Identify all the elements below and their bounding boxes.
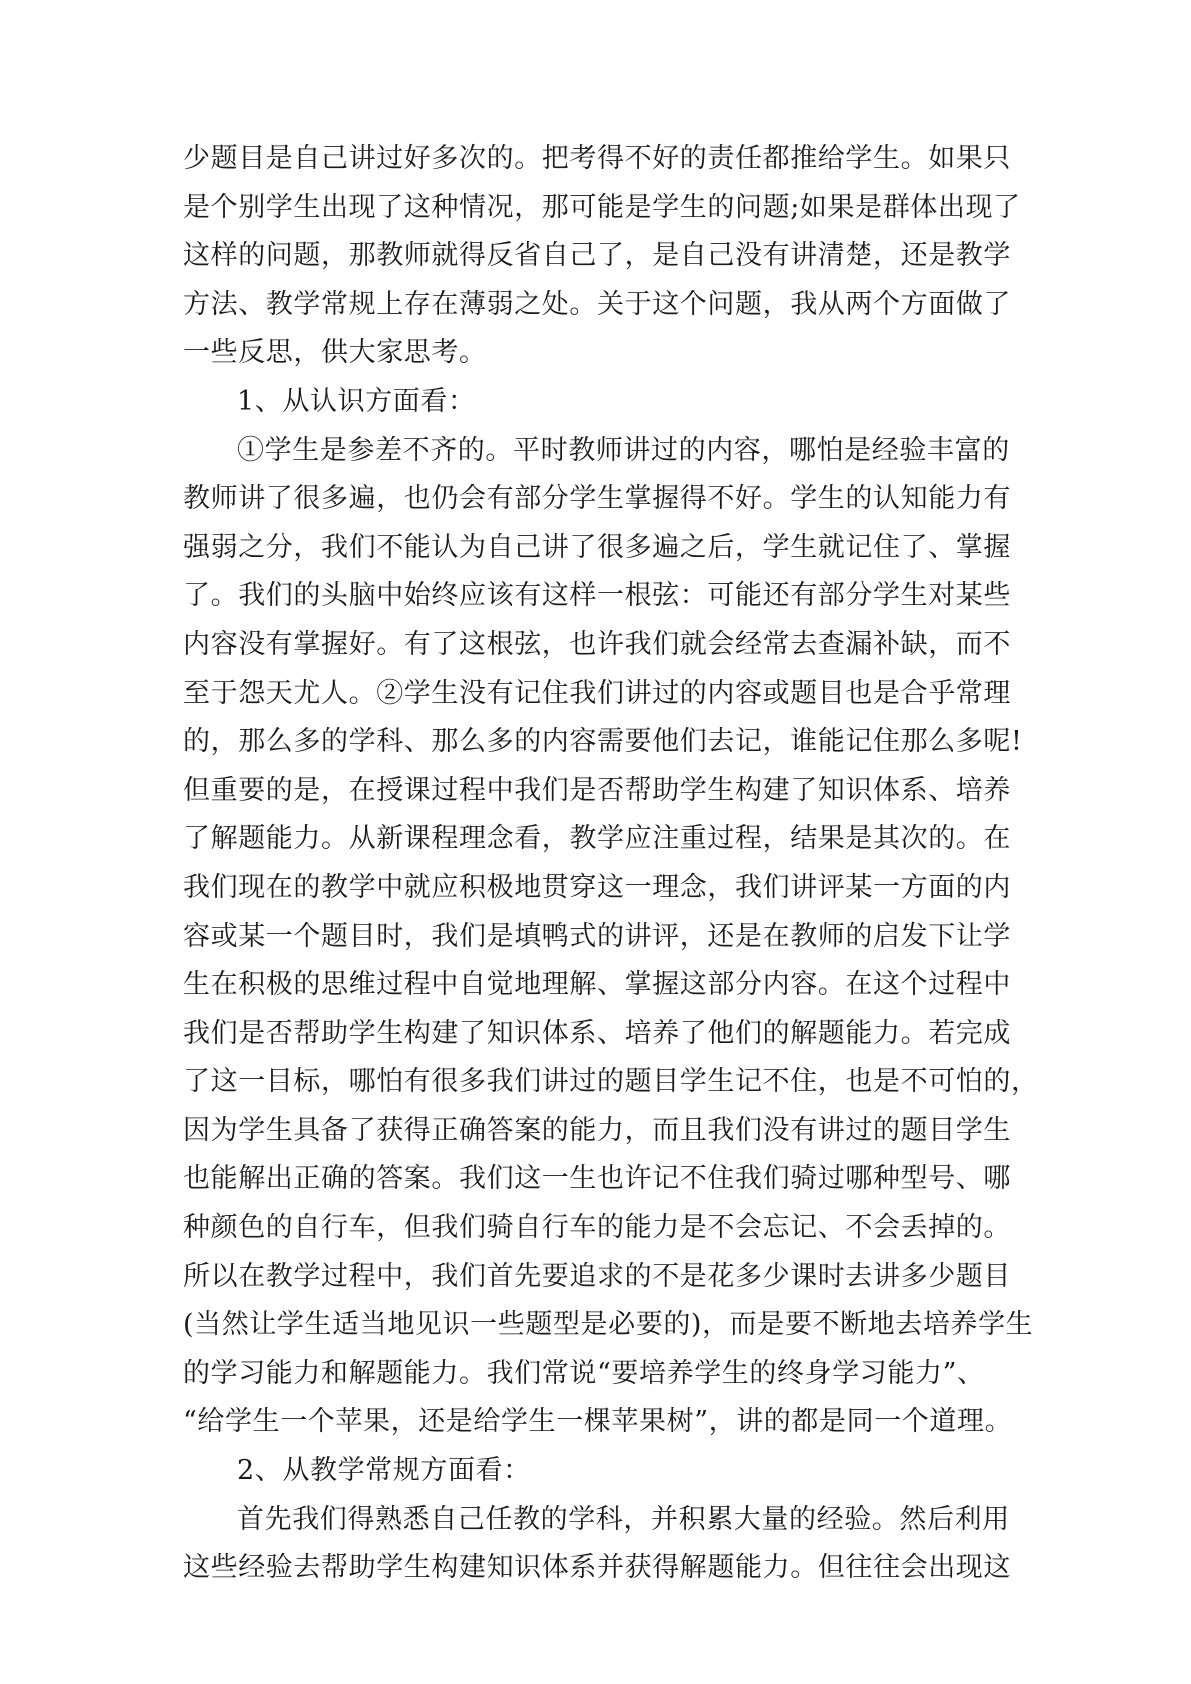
text-line: 的学习能力和解题能力。我们常说“要培养学生的终身学习能力”、 <box>183 1357 985 1389</box>
text-line: 教师讲了很多遍，也仍会有部分学生掌握得不好。学生的认知能力有 <box>183 483 1011 515</box>
text-line: 了这一目标，哪怕有很多我们讲过的题目学生记不住，也是不可怕的， <box>183 1066 1039 1098</box>
text-line: 至于怨天尤人。②学生没有记住我们讲过的内容或题目也是合乎常理 <box>183 677 1011 709</box>
text-line: 这样的问题，那教师就得反省自己了，是自己没有讲清楚，还是教学 <box>183 240 1011 272</box>
text-line: 但重要的是，在授课过程中我们是否帮助学生构建了知识体系、培养 <box>183 774 1011 806</box>
text-line: 少题目是自己讲过好多次的。把考得不好的责任都推给学生。如果只 <box>183 143 1011 174</box>
text-line: (当然让学生适当地见识一些题型是必要的)，而是要不断地去培养学生 <box>183 1309 1034 1341</box>
text-line: 方法、教学常规上存在薄弱之处。关于这个问题，我从两个方面做了 <box>183 288 1011 320</box>
text-line: 所以在教学过程中，我们首先要追求的不是花多少课时去讲多少题目 <box>183 1260 1011 1292</box>
text-line: 容或某一个题目时，我们是填鸭式的讲评，还是在教师的启发下让学 <box>183 920 1011 952</box>
text-line: 强弱之分，我们不能认为自己讲了很多遍之后，学生就记住了、掌握 <box>183 531 1011 563</box>
text-line: 生在积极的思维过程中自觉地理解、掌握这部分内容。在这个过程中 <box>183 969 1011 1001</box>
text-line: 我们是否帮助学生构建了知识体系、培养了他们的解题能力。若完成 <box>183 1017 1011 1049</box>
text-line: 这些经验去帮助学生构建知识体系并获得解题能力。但往往会出现这 <box>183 1552 1011 1584</box>
text-line: 了解题能力。从新课程理念看，教学应注重过程，结果是其次的。在 <box>183 823 1011 855</box>
text-line: 了。我们的头脑中始终应该有这样一根弦：可能还有部分学生对某些 <box>183 580 1011 612</box>
body-text <box>183 135 1039 1593</box>
text-line: 一些反思，供大家思考。 <box>183 337 487 369</box>
text-line: “给学生一个苹果，还是给学生一棵苹果树”，讲的都是同一个道理。 <box>183 1406 1013 1438</box>
text-line: 首先我们得熟悉自己任教的学科，并积累大量的经验。然后利用 <box>237 1503 1010 1535</box>
text-line: 我们现在的教学中就应积极地贯穿这一理念，我们讲评某一方面的内 <box>183 871 1011 903</box>
text-line: 是个别学生出现了这种情况，那可能是学生的问题;如果是群体出现了 <box>183 191 1021 223</box>
text-line: 因为学生具备了获得正确答案的能力，而且我们没有讲过的题目学生 <box>183 1114 1011 1146</box>
text-line: ①学生是参差不齐的。平时教师讲过的内容，哪怕是经验丰富的 <box>237 434 1010 466</box>
text-line: 的，那么多的学科、那么多的内容需要他们去记，谁能记住那么多呢! <box>183 726 1023 758</box>
text-line: 也能解出正确的答案。我们这一生也许记不住我们骑过哪种型号、哪 <box>183 1163 1011 1195</box>
text-line: 2、从教学常规方面看： <box>237 1455 531 1487</box>
text-line: 内容没有掌握好。有了这根弦，也许我们就会经常去查漏补缺，而不 <box>183 628 1011 660</box>
text-line: 1、从认识方面看： <box>237 385 476 417</box>
text-line: 种颜色的自行车，但我们骑自行车的能力是不会忘记、不会丢掉的。 <box>183 1212 1011 1244</box>
